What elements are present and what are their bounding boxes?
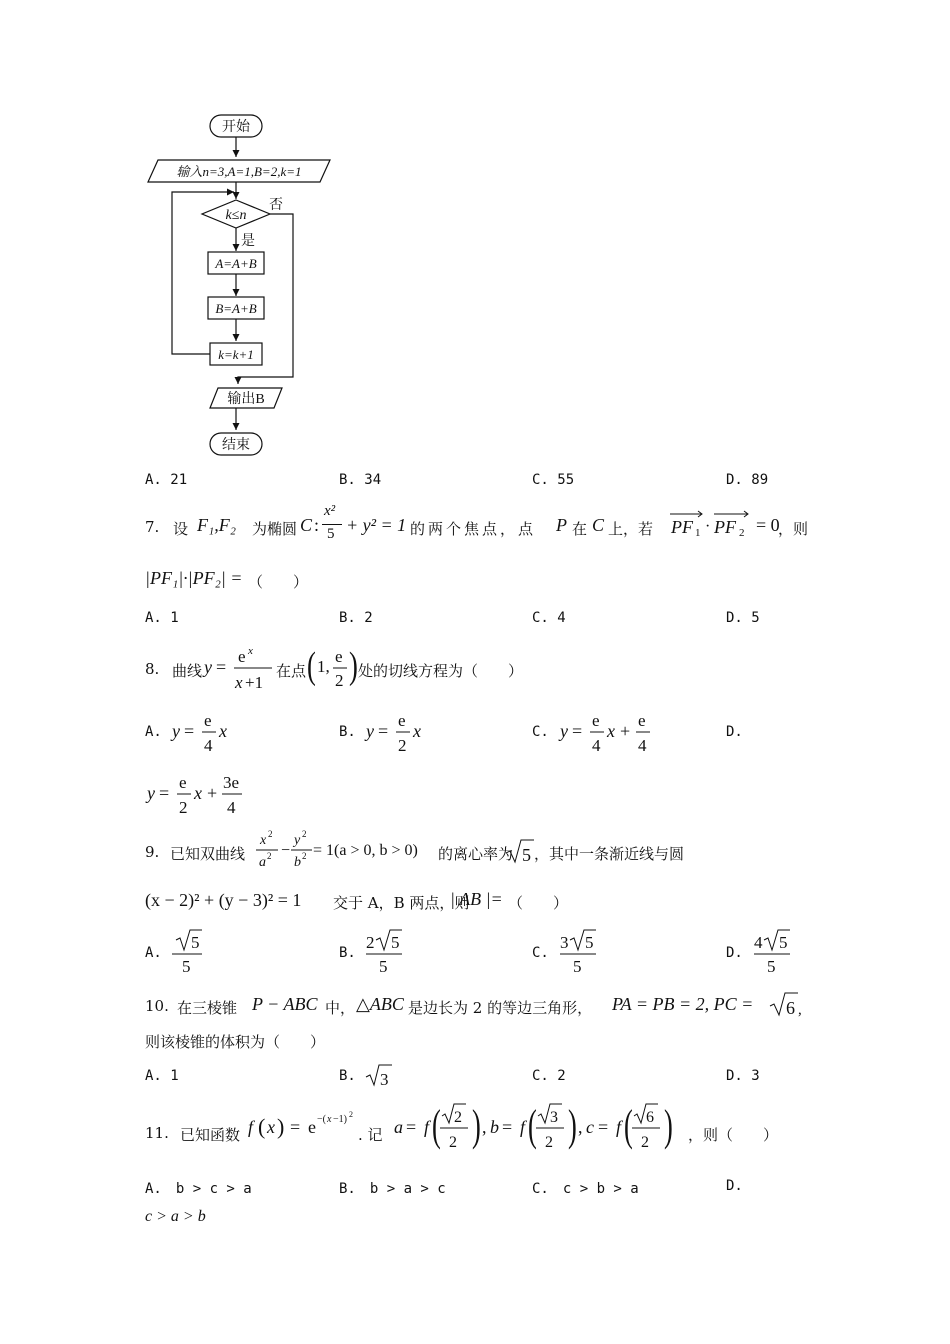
flowchart [130, 105, 360, 465]
q9-option-d-formula [752, 926, 802, 976]
input-label: 输入n=3,A=1,B=2,k=1 [176, 164, 302, 179]
no-label: 否 [269, 198, 283, 213]
q9-option-c-label: C. [532, 945, 549, 961]
q11-option-c: C. c > b > a [532, 1181, 639, 1197]
svg-text:5: 5 [391, 933, 400, 952]
end-label: 结束 [222, 438, 250, 453]
svg-text:5: 5 [191, 933, 200, 952]
svg-text:y: y [366, 721, 374, 741]
svg-text:(: ( [432, 1101, 441, 1150]
q11-text3: ，则（ ） [688, 1126, 779, 1144]
q10-option-d: D. 3 [726, 1068, 760, 1084]
q11-function-formula [246, 1106, 376, 1146]
svg-text:+1: +1 [245, 673, 264, 692]
svg-text:=: = [159, 783, 170, 803]
q7-option-b: B. 2 [339, 610, 373, 626]
svg-text:b: b [490, 1117, 499, 1137]
q11-option-d-cont: c > a > b [145, 1208, 206, 1225]
svg-text:2: 2 [302, 829, 307, 839]
svg-text:x: x [219, 721, 227, 741]
q7-option-a: A. 1 [145, 610, 179, 626]
q7-option-c: C. 4 [532, 610, 566, 626]
svg-text:5: 5 [379, 957, 388, 976]
q10-number: 10. [145, 997, 169, 1015]
step1-label: A=A+B [215, 256, 257, 271]
q11-option-a: A. b > c > a [145, 1181, 252, 1197]
svg-text:f: f [520, 1117, 526, 1137]
q9-cond: = 1(a > 0, b > 0) [313, 842, 418, 859]
svg-text:y: y [147, 783, 155, 803]
svg-text:+: + [207, 783, 218, 803]
q10-option-b-label: B. [339, 1068, 356, 1084]
svg-text:(: ( [528, 1101, 537, 1150]
svg-text:2: 2 [267, 851, 272, 861]
svg-text:x: x [194, 783, 202, 803]
step3-label: k=k+1 [218, 347, 254, 362]
svg-text:e: e [335, 647, 343, 666]
q8-text3: 处的切线方程为（ ） [358, 662, 524, 680]
q9-option-a-label: A. [145, 945, 162, 961]
svg-text:5: 5 [522, 845, 531, 865]
svg-text:4: 4 [592, 736, 601, 755]
svg-text:(: ( [258, 1114, 266, 1139]
q7-foci: F₁,F₂ [197, 515, 237, 535]
svg-text:a: a [394, 1117, 403, 1137]
svg-text:x: x [235, 673, 243, 692]
svg-text:x: x [267, 1117, 275, 1137]
q6-option-a: A. 21 [145, 472, 188, 488]
q6-option-c: C. 55 [532, 472, 575, 488]
svg-text:e: e [179, 773, 187, 792]
q9-text3: ，其中一条渐近线与圆 [534, 845, 685, 863]
output-label: 输出B [227, 392, 265, 407]
svg-text:): ) [568, 1101, 577, 1150]
svg-text:2: 2 [366, 933, 375, 952]
svg-text:2: 2 [349, 1110, 353, 1119]
svg-text:x: x [413, 721, 421, 741]
svg-text:=: = [290, 1117, 301, 1137]
q7-eq-rest: + y² = 1 [346, 515, 407, 535]
q7-text-mid1: 为椭圆 [252, 520, 298, 538]
q9-option-d-label: D. [726, 945, 743, 961]
svg-text:5: 5 [573, 957, 582, 976]
svg-text:(: ( [307, 645, 316, 688]
svg-text:4: 4 [754, 933, 763, 952]
svg-text:(: ( [624, 1101, 633, 1150]
q11-option-d: D. [726, 1178, 743, 1194]
q8-option-c-label: C. [532, 724, 549, 740]
q6-option-d: D. 89 [726, 472, 769, 488]
q9-abs-ab: | AB |= [450, 889, 503, 909]
svg-text:2: 2 [739, 527, 745, 538]
svg-text:=: = [572, 721, 583, 741]
q9-number: 9. [145, 843, 160, 861]
q7-vector-product [668, 508, 758, 538]
q7-c: C [592, 515, 605, 535]
svg-text:y: y [204, 657, 212, 677]
svg-text:1,: 1, [317, 657, 330, 676]
q9-paren: （ ） [508, 894, 569, 912]
svg-text:a: a [259, 855, 266, 870]
svg-text:2: 2 [335, 671, 344, 690]
q9-eccentricity [504, 836, 534, 866]
svg-text:4: 4 [204, 736, 213, 755]
svg-text:=: = [184, 721, 195, 741]
q9-text2: 的离心率为 [438, 845, 514, 863]
svg-text:f: f [424, 1117, 430, 1137]
yes-label: 是 [241, 234, 255, 249]
svg-text:2: 2 [545, 1134, 553, 1151]
svg-text:=: = [502, 1117, 513, 1137]
svg-text:b: b [294, 855, 301, 870]
q10-text2: 中， [325, 999, 356, 1017]
q7-dot-eq: = 0 [756, 515, 780, 535]
q7-point: P [556, 515, 567, 535]
start-label: 开始 [222, 120, 250, 135]
q8-curve-formula [202, 642, 274, 694]
svg-text:−: − [281, 842, 291, 859]
svg-text:e: e [592, 711, 600, 730]
q7-colon: : [314, 515, 320, 535]
svg-text:=: = [598, 1117, 609, 1137]
q6-option-b: B. 34 [339, 472, 382, 488]
svg-text:5: 5 [779, 933, 788, 952]
q10-sqrt6 [768, 989, 804, 1019]
svg-text:2: 2 [179, 798, 188, 817]
svg-text:4: 4 [638, 736, 647, 755]
q8-number: 8. [145, 660, 160, 678]
q7-line2: |PF₁|·|PF₂| = [145, 568, 243, 588]
svg-text:e: e [204, 711, 212, 730]
q8-option-b-formula [364, 706, 434, 756]
q8-point-formula [307, 640, 359, 694]
q8-option-c-formula [558, 706, 658, 756]
q7-frac-bar [322, 524, 342, 525]
q8-option-b-label: B. [339, 724, 356, 740]
svg-text:e: e [638, 711, 646, 730]
svg-text:y: y [560, 721, 568, 741]
q7-text-mid3: 在 [572, 520, 588, 538]
svg-text:y: y [172, 721, 180, 741]
svg-text:x: x [260, 833, 267, 848]
q10-triangle: △ABC [356, 994, 404, 1014]
q9-text4: 交于 A，B 两点，则 [333, 894, 470, 912]
svg-text:): ) [277, 1114, 285, 1139]
svg-text:c: c [586, 1117, 594, 1137]
q8-option-a-formula [170, 706, 240, 756]
svg-text:=: = [216, 657, 227, 677]
q10-option-b-formula [364, 1062, 394, 1090]
svg-text:2: 2 [454, 1109, 462, 1126]
svg-text:f: f [616, 1117, 622, 1137]
svg-text:−(: −( [317, 1114, 326, 1125]
q7-number: 7. [145, 518, 160, 536]
svg-text:x: x [607, 721, 615, 741]
svg-text:2: 2 [398, 736, 407, 755]
svg-text:e: e [238, 647, 246, 666]
q9-option-c-formula [558, 926, 608, 976]
q7-frac-num: x² [324, 503, 336, 519]
q10-text3: 是边长为 2 的等边三角形， [408, 999, 593, 1017]
svg-text:x: x [327, 1114, 332, 1125]
svg-text:,: , [798, 1002, 802, 1018]
q8-text2: 在点 [276, 662, 307, 680]
svg-text:2: 2 [641, 1134, 649, 1151]
svg-text:f: f [248, 1117, 254, 1137]
svg-text:3: 3 [560, 933, 569, 952]
q11-text2: . 记 [358, 1126, 383, 1144]
q10-text1: 在三棱锥 [177, 999, 238, 1017]
q7-ellipse-name: C [300, 515, 313, 535]
svg-text:PF: PF [671, 517, 693, 537]
svg-text:e: e [398, 711, 406, 730]
q10-pyramid: P − ABC [252, 994, 318, 1014]
q7-text-pre: 设 [173, 520, 189, 538]
q9-hyperbola-formula [254, 826, 314, 876]
q10-option-a: A. 1 [145, 1068, 179, 1084]
svg-text:6: 6 [646, 1109, 654, 1126]
condition-label: k≤n [225, 208, 247, 223]
svg-text:=: = [406, 1117, 417, 1137]
svg-text:): ) [349, 645, 358, 688]
svg-text:y: y [294, 833, 301, 848]
svg-text:2: 2 [449, 1134, 457, 1151]
svg-text:3: 3 [380, 1070, 389, 1089]
svg-text:4: 4 [227, 798, 236, 817]
svg-text:3e: 3e [223, 773, 240, 792]
svg-text:5: 5 [767, 957, 776, 976]
q8-option-a-label: A. [145, 724, 162, 740]
q7-text-mid2: 的两个焦点，点 [410, 520, 537, 538]
q11-number: 11. [145, 1124, 169, 1142]
q10-option-c: C. 2 [532, 1068, 566, 1084]
svg-text:3: 3 [550, 1109, 558, 1126]
svg-text:5: 5 [585, 933, 594, 952]
svg-text:=: = [378, 721, 389, 741]
q8-option-d-formula [145, 768, 255, 818]
svg-text:+: + [620, 721, 631, 741]
svg-text:5: 5 [182, 957, 191, 976]
svg-text:,: , [482, 1117, 487, 1137]
svg-text:PF: PF [714, 517, 736, 537]
svg-text:6: 6 [786, 998, 795, 1018]
svg-text:e: e [308, 1117, 316, 1137]
svg-text:1: 1 [695, 527, 701, 538]
svg-text:·: · [705, 518, 711, 535]
svg-text:): ) [472, 1101, 481, 1150]
q11-text1: 已知函数 [180, 1126, 241, 1144]
q9-option-b-label: B. [339, 945, 356, 961]
q9-text1: 已知双曲线 [170, 845, 246, 863]
q7-paren: （ ） [248, 573, 309, 591]
q7-frac-den: 5 [327, 526, 335, 542]
q10-lengths: PA = PB = 2, PC = [612, 994, 754, 1014]
step2-label: B=A+B [215, 301, 257, 316]
q10-line2: 则该棱锥的体积为（ ） [145, 1033, 326, 1051]
q7-option-d: D. 5 [726, 610, 760, 626]
svg-text:,: , [578, 1117, 583, 1137]
svg-text:2: 2 [268, 829, 273, 839]
q11-abc-formula [392, 1100, 692, 1158]
svg-text:): ) [664, 1101, 673, 1150]
q11-option-b: B. b > a > c [339, 1181, 446, 1197]
q9-option-a-formula [170, 926, 220, 976]
q7-tail: ，则 [778, 520, 809, 538]
svg-text:2: 2 [302, 851, 307, 861]
q9-circle: (x − 2)² + (y − 3)² = 1 [145, 890, 302, 910]
q7-text-mid4: 上，若 [608, 520, 654, 538]
q8-option-d-label: D. [726, 724, 743, 740]
q9-option-b-formula [364, 926, 414, 976]
svg-text:x: x [248, 645, 253, 657]
q8-text1: 曲线 [172, 662, 203, 680]
svg-text:−1): −1) [333, 1114, 347, 1125]
